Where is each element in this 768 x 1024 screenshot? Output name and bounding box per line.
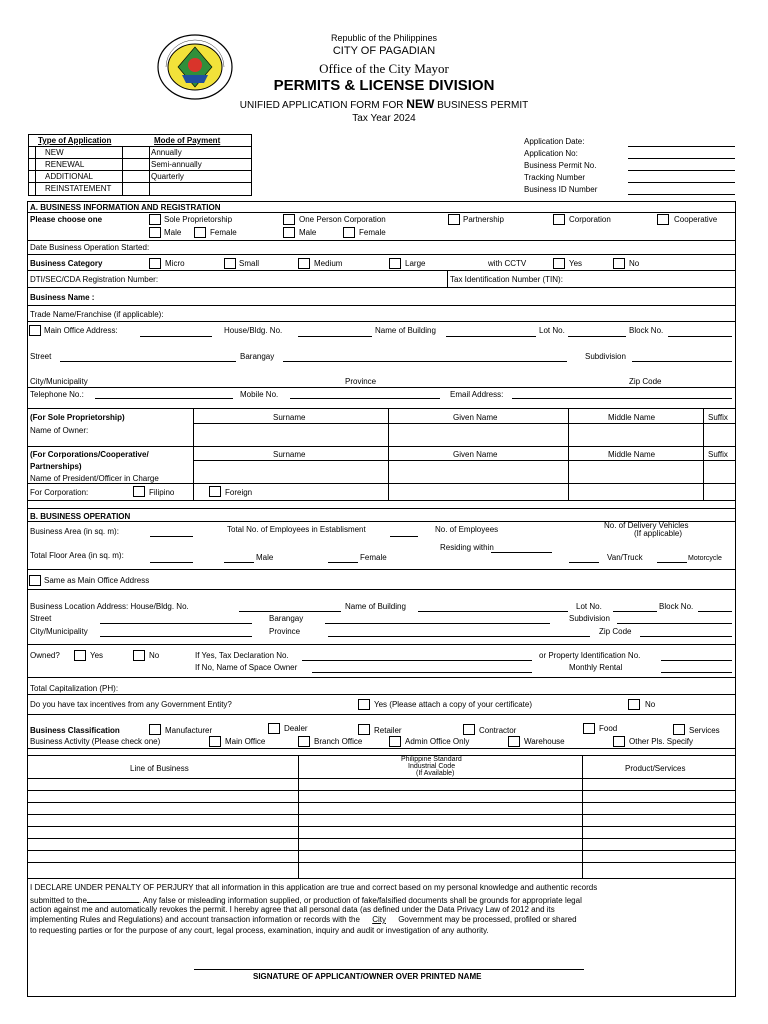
sole-male-label: Male — [164, 228, 182, 237]
pres-given-header: Given Name — [453, 450, 498, 459]
telephone-label: Telephone No.: — [30, 390, 84, 399]
owned-label: Owned? — [30, 651, 60, 660]
payment-annually[interactable]: Annually — [151, 148, 182, 157]
dealer-label: Dealer — [284, 724, 308, 733]
owner-given-header: Given Name — [453, 413, 498, 422]
line-of-business-table — [27, 755, 736, 879]
app-no-field[interactable] — [628, 158, 735, 159]
declaration-4b: Government may be processed, profiled or shared — [398, 915, 577, 924]
cooperative-label: Cooperative — [674, 215, 718, 224]
opc-female-label: Female — [359, 228, 386, 237]
category-label: Business Category — [30, 259, 103, 268]
large-label: Large — [405, 259, 426, 268]
loc-block-field[interactable] — [698, 611, 732, 612]
male-emp-label: Male — [256, 553, 274, 562]
loc-address-label: Business Location Address: House/Bldg. No. — [30, 602, 189, 611]
lob-row[interactable] — [27, 862, 735, 863]
activity-admin-checkbox[interactable] — [389, 736, 401, 747]
subdivision-field[interactable] — [632, 361, 732, 362]
business-name-label: Business Name : — [30, 293, 95, 302]
activity-warehouse-checkbox[interactable] — [508, 736, 520, 747]
loc-zip-label: Zip Code — [599, 627, 632, 636]
declaration-line-5: to requesting parties or for the purpose of any court, legal process, examination, inquiry and audit or investigation of any authority. — [30, 926, 489, 935]
tax-decl-label: If Yes, Tax Declaration No. — [195, 651, 289, 660]
opc-male-checkbox[interactable] — [283, 227, 295, 238]
permit-no-field[interactable] — [628, 170, 735, 171]
small-label: Small — [239, 259, 260, 268]
sole-female-checkbox[interactable] — [194, 227, 206, 238]
loc-barangay-label: Barangay — [269, 614, 304, 623]
female-emp-field[interactable] — [328, 562, 358, 563]
main-office-checkbox[interactable] — [29, 325, 41, 336]
signature-line[interactable] — [194, 969, 584, 970]
pres-suffix-header: Suffix — [708, 450, 728, 459]
signature-label: SIGNATURE OF APPLICANT/OWNER OVER PRINTED NAME — [253, 972, 482, 981]
contractor-checkbox[interactable] — [463, 724, 475, 735]
loc-lot-field[interactable] — [613, 611, 657, 612]
dti-label: DTI/SEC/CDA Registration Number: — [30, 275, 159, 284]
opc-male-label: Male — [299, 228, 317, 237]
lob-row[interactable] — [27, 802, 735, 803]
sole-female-label: Female — [210, 228, 237, 237]
city-label-a: City/Municipality — [30, 377, 88, 386]
tax-decl-field[interactable] — [302, 660, 532, 661]
payment-semi[interactable]: Semi-annually — [151, 160, 202, 169]
activity-branch-checkbox[interactable] — [298, 736, 310, 747]
incentives-yes-checkbox[interactable] — [358, 699, 370, 710]
lob-row[interactable] — [27, 814, 735, 815]
rental-field[interactable] — [661, 672, 732, 673]
partnership-label: Partnership — [463, 215, 504, 224]
opc-label: One Person Corporation — [299, 215, 386, 224]
declaration-city: City — [372, 915, 386, 924]
zip-label-a: Zip Code — [629, 377, 662, 386]
large-checkbox[interactable] — [389, 258, 401, 269]
lob-row[interactable] — [27, 778, 735, 779]
psic-header-2: Industrial Code — [408, 763, 456, 770]
psic-header-3: (If Available) — [416, 770, 455, 777]
incentives-yes-label: Yes (Please attach a copy of your certificate) — [374, 700, 533, 709]
please-choose: Please choose one — [30, 215, 103, 224]
permit-no-label: Business Permit No. — [524, 161, 597, 170]
partnership-checkbox[interactable] — [448, 214, 460, 225]
area-label: Business Area (in sq. m): — [30, 527, 119, 536]
van-field[interactable] — [569, 562, 599, 563]
trade-name-label: Trade Name/Franchise (if applicable): — [30, 310, 164, 319]
loc-subdivision-field[interactable] — [617, 623, 732, 624]
filipino-label: Filipino — [149, 488, 175, 497]
owner-name-label: Name of Owner: — [30, 426, 89, 435]
mobile-field[interactable] — [290, 398, 440, 399]
subdivision-label: Subdivision — [585, 352, 626, 361]
total-emp-label: Total No. of Employees in Establisment — [227, 525, 366, 534]
lob-row[interactable] — [27, 850, 735, 851]
activity-other-checkbox[interactable] — [613, 736, 625, 747]
activity-admin-label: Admin Office Only — [405, 737, 470, 746]
loc-barangay-field[interactable] — [325, 623, 550, 624]
activity-main-label: Main Office — [225, 737, 266, 746]
block-field[interactable] — [668, 336, 732, 337]
type-reinstatement[interactable]: REINSTATEMENT — [45, 184, 112, 193]
sole-male-checkbox[interactable] — [149, 227, 161, 238]
form-title — [0, 97, 768, 111]
street-field[interactable] — [60, 361, 236, 362]
main-office-label: Main Office Address: — [44, 326, 118, 335]
owned-yes-label: Yes — [90, 651, 104, 660]
owner-suffix-header: Suffix — [708, 413, 728, 422]
foreign-label: Foreign — [225, 488, 253, 497]
micro-checkbox[interactable] — [149, 258, 161, 269]
province-label-a: Province — [345, 377, 377, 386]
tracking-label: Tracking Number — [524, 173, 586, 182]
main-office-field[interactable] — [140, 336, 212, 337]
loc-street-field[interactable] — [100, 623, 252, 624]
barangay-label: Barangay — [240, 352, 275, 361]
rental-label: Monthly Rental — [569, 663, 623, 672]
food-checkbox[interactable] — [583, 723, 595, 734]
retailer-label: Retailer — [374, 726, 402, 735]
lob-row[interactable] — [27, 838, 735, 839]
same-address-checkbox[interactable] — [29, 575, 41, 586]
lot-label: Lot No. — [539, 326, 565, 335]
president-label: Name of President/Officer in Charge — [30, 474, 159, 483]
cctv-label: with CCTV — [488, 259, 527, 268]
date-started-label: Date Business Operation Started: — [30, 243, 150, 252]
lot-field[interactable] — [568, 336, 626, 337]
declaration-2a: submitted to the — [30, 896, 87, 905]
form-title-post: BUSINESS PERMIT — [434, 100, 529, 111]
bldg-label: Name of Building — [375, 326, 436, 335]
app-no-label: Application No: — [524, 149, 578, 158]
telephone-field[interactable] — [95, 398, 233, 399]
type-new[interactable]: NEW — [45, 148, 64, 157]
loc-street-label: Street — [30, 614, 52, 623]
motorcycle-field[interactable] — [657, 562, 687, 563]
for-sole-label: (For Sole Proprietorship) — [30, 413, 125, 422]
property-id-field[interactable] — [661, 660, 732, 661]
for-corp-label-1: (For Corporations/Cooperative/ — [30, 450, 149, 459]
house-label: House/Bldg. No. — [224, 326, 283, 335]
sole-checkbox[interactable] — [149, 214, 161, 225]
floor-field[interactable] — [150, 562, 193, 563]
residing-label: Residing within — [440, 543, 494, 552]
owned-no-label: No — [149, 651, 160, 660]
for-corp-label-2: Partnerships) — [30, 462, 82, 471]
foreign-checkbox[interactable] — [209, 486, 221, 497]
tax-year: Tax Year 2024 — [352, 113, 416, 124]
services-checkbox[interactable] — [673, 724, 685, 735]
declaration-line-3: action against me and automatically revokes the permit. I hereby agree that all personal data (as defined under the Data Privacy Law of 2012 and its — [30, 905, 555, 914]
van-label: Van/Truck — [607, 553, 643, 562]
medium-label: Medium — [314, 259, 343, 268]
psic-header-1: Philippine Standard — [401, 756, 462, 763]
no-emp-label: No. of Employees — [435, 525, 499, 534]
lob-row[interactable] — [27, 826, 735, 827]
services-label: Services — [689, 726, 720, 735]
cctv-yes-checkbox[interactable] — [553, 258, 565, 269]
division-title: PERMITS & LICENSE DIVISION — [273, 77, 495, 94]
manufacturer-checkbox[interactable] — [149, 724, 161, 735]
block-label: Block No. — [629, 326, 664, 335]
motorcycle-label: Motorcycle — [688, 555, 722, 562]
space-owner-field[interactable] — [312, 672, 532, 673]
activity-label: Business Activity (Please check one) — [30, 737, 161, 746]
form-title-new: NEW — [406, 97, 435, 111]
loc-zip-field[interactable] — [640, 636, 732, 637]
filipino-checkbox[interactable] — [133, 486, 145, 497]
delivery-label-2: (If applicable) — [634, 529, 683, 538]
loc-city-field[interactable] — [100, 636, 252, 637]
manufacturer-label: Manufacturer — [165, 726, 213, 735]
loc-province-field[interactable] — [328, 636, 590, 637]
type-renewal[interactable]: RENEWAL — [45, 160, 85, 169]
capitalization-label: Total Capitalization (PH): — [30, 684, 119, 693]
loc-block-label: Block No. — [659, 602, 694, 611]
cctv-yes-label: Yes — [569, 259, 583, 268]
food-label: Food — [599, 724, 618, 733]
female-emp-label: Female — [360, 553, 387, 562]
property-id-label: or Property Identification No. — [539, 651, 641, 660]
opc-checkbox[interactable] — [283, 214, 295, 225]
lob-row[interactable] — [27, 790, 735, 791]
for-corporation-label: For Corporation: — [30, 488, 89, 497]
sole-label: Sole Proprietorship — [164, 215, 233, 224]
type-payment-table — [28, 134, 252, 196]
small-checkbox[interactable] — [224, 258, 236, 269]
lob-header: Line of Business — [130, 764, 189, 773]
dealer-checkbox[interactable] — [268, 723, 280, 734]
owned-yes-checkbox[interactable] — [74, 650, 86, 661]
activity-other-label: Other Pls. Specify — [629, 737, 694, 746]
mobile-label: Mobile No. — [240, 390, 279, 399]
corporation-checkbox[interactable] — [553, 214, 565, 225]
male-emp-field[interactable] — [224, 562, 254, 563]
section-b-title: B. BUSINESS OPERATION — [30, 512, 131, 521]
type-additional[interactable]: ADDITIONAL — [45, 172, 94, 181]
corporation-label: Corporation — [569, 215, 611, 224]
loc-subdivision-label: Subdivision — [569, 614, 610, 623]
bus-id-label: Business ID Number — [524, 185, 598, 194]
owner-middle-header: Middle Name — [608, 413, 656, 422]
payment-quarterly[interactable]: Quarterly — [151, 172, 184, 181]
area-field[interactable] — [150, 536, 193, 537]
total-emp-field[interactable] — [390, 536, 418, 537]
loc-province-label: Province — [269, 627, 301, 636]
space-owner-label: If No, Name of Space Owner — [195, 663, 298, 672]
micro-label: Micro — [165, 259, 185, 268]
bus-id-field[interactable] — [628, 194, 735, 195]
declaration-line-2 — [30, 895, 582, 905]
office-label: Office of the City Mayor — [319, 61, 449, 76]
declaration-2b: . Any false or misleading information supplied, or production of fake/falsified documents shall be grounds for appropriate legal — [138, 896, 582, 905]
activity-main-checkbox[interactable] — [209, 736, 221, 747]
products-header: Product/Services — [625, 764, 686, 773]
app-date-label: Application Date: — [524, 137, 585, 146]
residing-field[interactable] — [491, 552, 552, 553]
owner-surname-header: Surname — [273, 413, 306, 422]
street-label: Street — [30, 352, 52, 361]
cctv-no-checkbox[interactable] — [613, 258, 625, 269]
tin-label: Tax Identification Number (TIN): — [450, 275, 563, 284]
section-a-title: A. BUSINESS INFORMATION AND REGISTRATION — [30, 203, 221, 212]
email-label: Email Address: — [450, 390, 504, 399]
medium-checkbox[interactable] — [298, 258, 310, 269]
retailer-checkbox[interactable] — [358, 724, 370, 735]
payment-header: Mode of Payment — [154, 136, 221, 145]
cctv-no-label: No — [629, 259, 640, 268]
contractor-label: Contractor — [479, 726, 517, 735]
loc-bldg-field[interactable] — [418, 611, 568, 612]
loc-bldg-label: Name of Building — [345, 602, 406, 611]
activity-warehouse-label: Warehouse — [524, 737, 565, 746]
pres-middle-header: Middle Name — [608, 450, 656, 459]
classification-label: Business Classification — [30, 726, 120, 735]
incentives-no-checkbox[interactable] — [628, 699, 640, 710]
declaration-line-4 — [30, 915, 577, 924]
bldg-field[interactable] — [446, 336, 536, 337]
declaration-4a: implementing Rules and Regulations) and account transaction information or records with the — [30, 915, 360, 924]
house-field[interactable] — [298, 336, 372, 337]
declaration-line-1: I DECLARE UNDER PENALTY OF PERJURY that all information in this application are true and correct based on my personal knowledge and authentic records — [30, 883, 598, 892]
opc-female-checkbox[interactable] — [343, 227, 355, 238]
same-address-label: Same as Main Office Address — [44, 576, 150, 585]
incentives-no-label: No — [645, 700, 656, 709]
barangay-field[interactable] — [283, 361, 567, 362]
republic-label: Republic of the Philippines — [330, 33, 438, 43]
form-title-pre: UNIFIED APPLICATION FORM FOR — [239, 100, 407, 111]
city-label: CITY OF PAGADIAN — [332, 45, 436, 57]
delivery-label-1: No. of Delivery Vehicles — [604, 521, 689, 530]
owned-no-checkbox[interactable] — [133, 650, 145, 661]
floor-label: Total Floor Area (in sq. m): — [30, 551, 124, 560]
cooperative-checkbox[interactable] — [657, 214, 669, 225]
loc-lot-label: Lot No. — [576, 602, 602, 611]
email-field[interactable] — [512, 398, 732, 399]
loc-city-label: City/Municipality — [30, 627, 88, 636]
pres-surname-header: Surname — [273, 450, 306, 459]
incentives-label: Do you have tax incentives from any Government Entity? — [30, 700, 232, 709]
loc-house-field[interactable] — [239, 611, 341, 612]
activity-branch-label: Branch Office — [314, 737, 363, 746]
app-date-field[interactable] — [628, 146, 735, 147]
tracking-field[interactable] — [628, 182, 735, 183]
type-header: Type of Application — [38, 136, 112, 145]
